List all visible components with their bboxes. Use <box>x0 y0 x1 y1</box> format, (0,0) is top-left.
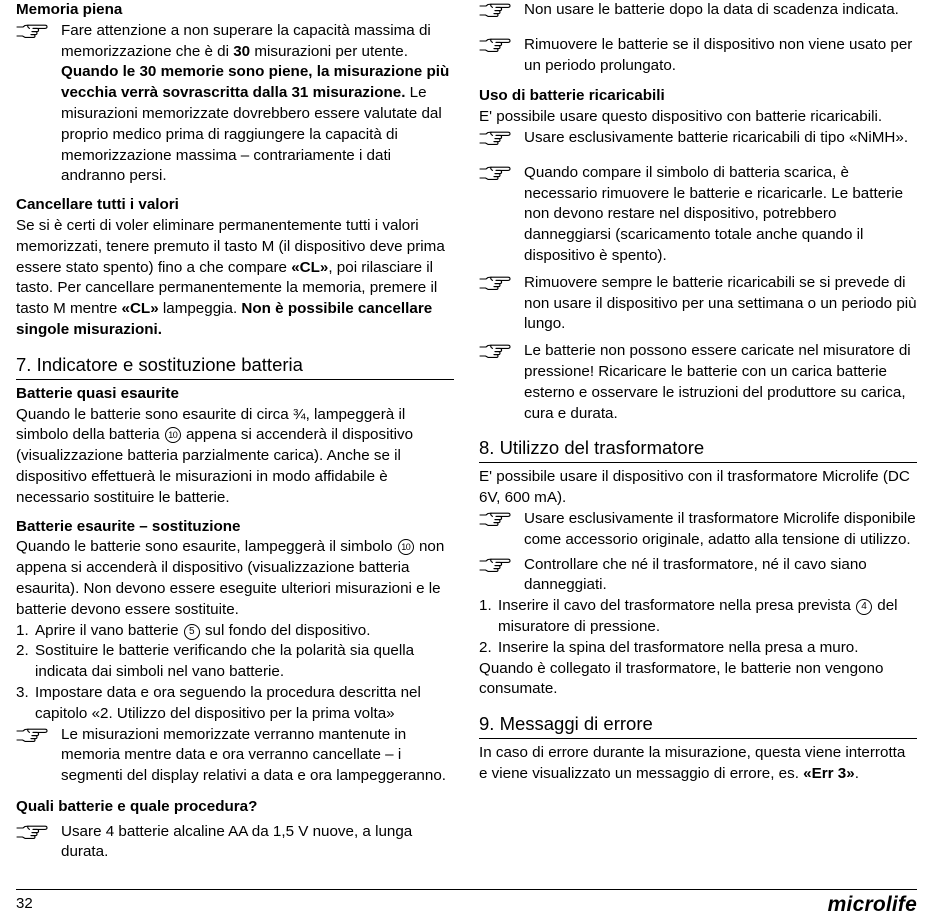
page-number: 32 <box>16 895 33 912</box>
memoria-title: Memoria piena <box>16 1 123 18</box>
ric-tip-1: Usare esclusivamente batterie ricaricabili di tipo «NiMH». <box>479 128 917 149</box>
quali-title: Quali batterie e quale procedura? <box>16 797 258 815</box>
rimuovere-tip: Rimuovere le batterie se il dispositivo non viene usato per un periodo prolungato. <box>479 35 917 77</box>
sec9-paragraph: In caso di errore durante la misurazione, questa viene interrotta e viene visualizzato un messaggio di errore, es. «Err 3». <box>479 744 906 782</box>
cancel-paragraph: Se si è certi di voler eliminare permanentemente tutti i valori memorizzati, tenere premuto il tasto M (il dispositivo deve prima essere stato spento) fino a che compare «CL», poi rilasciare il tasto. Per cancellare permanentemente la memoria, premere il tasto M mentre «CL» lampeggia. Non è possibile cancellare singole misurazioni. <box>16 216 445 338</box>
ref-number-4: 4 <box>856 599 872 615</box>
ref-number-5: 5 <box>184 624 200 640</box>
pointing-hand-icon <box>479 128 524 148</box>
pointing-hand-icon <box>479 341 524 361</box>
esaurite-paragraph: Quando le batterie sono esaurite, lampeggerà il simbolo 10 non appena si accenderà il dispositivo (visualizzazione batteria esaurita). Non devono essere eseguite ulteriori misurazioni e le batterie devono essere sostituite. <box>16 538 445 618</box>
footer-rule <box>16 889 917 890</box>
step-3: 3. Impostare data e ora seguendo la procedura descritta nel capitolo «2. Utilizzo del dispositivo per la prima volta» <box>16 683 421 722</box>
ricaricabili-paragraph: E' possibile usare questo dispositivo con batterie ricaricabili. <box>479 108 883 126</box>
cancel-title: Cancellare tutti i valori <box>16 196 179 214</box>
pointing-hand-icon <box>16 822 61 842</box>
section-7-title: 7. Indicatore e sostituzione batteria <box>16 353 454 380</box>
pointing-hand-icon <box>16 725 61 745</box>
sec8-tip-1: Usare esclusivamente il trasformatore Microlife disponibile come accessorio originale, adatto alla tensione di utilizzo. <box>479 509 917 551</box>
brand-logo: microlife <box>827 893 917 916</box>
pointing-hand-icon <box>479 273 524 293</box>
memoria-tip: Fare attenzione a non superare la capacità massima di memorizzazione che è di 30 misurazioni per utente. Quando le 30 memorie sono piene, la misurazione più vecchia verrà sovrascritta dalla 31 misurazione. Le misurazioni memorizzate dovrebbero essere valutate dal proprio medico prima di raggiungere la capacità di memorizzazione massima – contrariamente i dati andranno persi. <box>16 21 454 187</box>
sec8-after: Quando è collegato il trasformatore, le batterie non vengono consumate. <box>479 659 884 698</box>
sec8-step-1: 1. Inserire il cavo del trasformatore nella presa prevista 4 del misuratore di pressione. <box>479 597 898 635</box>
scadenza-tip: Non usare le batterie dopo la data di scadenza indicata. <box>479 0 917 21</box>
esaurite-title: Batterie esaurite – sostituzione <box>16 517 241 535</box>
quali-tip: Usare 4 batterie alcaline AA da 1,5 V nuove, a lunga durata. <box>16 822 454 864</box>
ref-number-10: 10 <box>165 427 181 443</box>
sec8-tip-2: Controllare che né il trasformatore, né il cavo siano danneggiati. <box>479 555 917 597</box>
ric-tip-2: Quando compare il simbolo di batteria scarica, è necessario rimuovere le batterie e ricaricarle. Le batterie non devono restare nel dispositivo, potrebbero danneggiarsi (scaricamento totale anche quando il dispositivo è spento). <box>479 163 917 267</box>
right-column <box>479 0 917 785</box>
pointing-hand-icon <box>479 555 524 575</box>
steps-tip: Le misurazioni memorizzate verranno mantenute in memoria mentre data e ora verranno cancellate – i segmenti del display relativi a data e ora lampeggeranno. <box>16 725 454 787</box>
pointing-hand-icon <box>16 21 61 41</box>
ricaricabili-title: Uso di batterie ricaricabili <box>479 87 665 105</box>
pointing-hand-icon <box>479 509 524 529</box>
ric-tip-3: Rimuovere sempre le batterie ricaricabili se si prevede di non usare il dispositivo per una settimana o un periodo più lungo. <box>479 273 917 335</box>
ref-number-10: 10 <box>398 539 414 555</box>
sec8-step-2: 2. Inserire la spina del trasformatore nella presa a muro. <box>479 638 859 656</box>
quasi-paragraph: Quando le batterie sono esaurite di circa ¾, lampeggerà il simbolo della batteria 10 appena si accenderà il dispositivo (visualizzazione batteria parzialmente carica). Anche se il dispositivo effettuerà le misurazioni in modo affidabile è necessario sostituire le batterie. <box>16 405 414 506</box>
ric-tip-4: Le batterie non possono essere caricate nel misuratore di pressione! Ricaricare le batterie con un carica batterie esterno e osservare le istruzioni del produttore su carica, cura e durata. <box>479 341 917 424</box>
pointing-hand-icon <box>479 0 524 20</box>
left-column <box>16 0 454 863</box>
section-9-title: 9. Messaggi di errore <box>479 712 917 739</box>
section-8-title: 8. Utilizzo del trasformatore <box>479 436 917 463</box>
sec8-paragraph: E' possibile usare il dispositivo con il trasformatore Microlife (DC 6V, 600 mA). <box>479 468 910 507</box>
step-2: 2. Sostituire le batterie verificando che la polarità sia quella indicata dai simboli nel vano batterie. <box>16 642 415 681</box>
pointing-hand-icon <box>479 163 524 183</box>
step-1: 1. Aprire il vano batterie 5 sul fondo del dispositivo. <box>16 621 371 639</box>
pointing-hand-icon <box>479 35 524 55</box>
quasi-title: Batterie quasi esaurite <box>16 384 179 402</box>
